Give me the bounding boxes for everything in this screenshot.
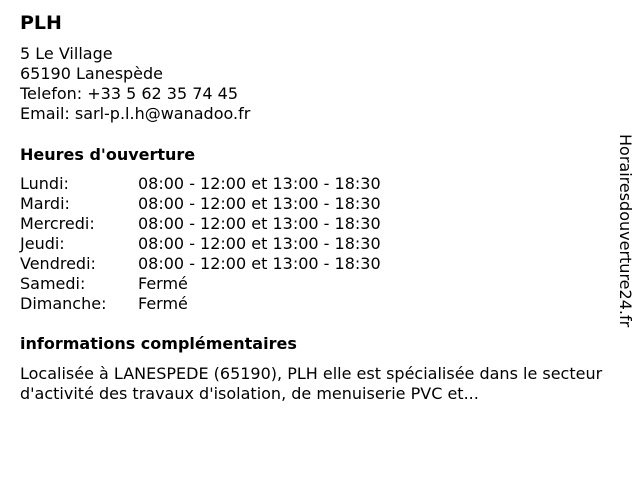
day-label: Lundi: [20,174,69,193]
hours-heading: Heures d'ouverture [20,145,196,164]
hours-table [20,174,381,314]
email-address: Email: sarl-p.l.h@wanadoo.fr [20,104,251,123]
hours-row-thursday [20,234,381,254]
time-value: 08:00 - 12:00 et 13:00 - 18:30 [138,194,381,213]
phone-number: Telefon: +33 5 62 35 74 45 [20,84,239,103]
day-label: Jeudi: [20,234,65,253]
site-watermark [612,134,636,346]
business-name: PLH [20,12,62,34]
info-description: Localisée à LANESPEDE (65190), PLH elle est spécialisée dans le secteur d'activité des travaux d'isolation, de menuiserie PVC et... [20,364,603,403]
info-heading: informations complémentaires [20,334,297,353]
address-street: 5 Le Village [20,44,113,63]
time-value: 08:00 - 12:00 et 13:00 - 18:30 [138,174,381,193]
hours-row-sunday [20,294,381,314]
hours-row-friday [20,254,381,274]
time-value: 08:00 - 12:00 et 13:00 - 18:30 [138,254,381,273]
time-value: 08:00 - 12:00 et 13:00 - 18:30 [138,234,381,253]
day-label: Vendredi: [20,254,96,273]
time-value: 08:00 - 12:00 et 13:00 - 18:30 [138,214,381,233]
hours-row-tuesday [20,194,381,214]
day-label: Dimanche: [20,294,107,313]
time-value: Fermé [138,274,188,293]
business-contact [20,44,250,124]
time-value: Fermé [138,294,188,313]
hours-row-saturday [20,274,381,294]
address-city: 65190 Lanespède [20,64,164,83]
day-label: Mardi: [20,194,70,213]
hours-row-wednesday [20,214,381,234]
watermark-text: Horairesdouverture24.fr [616,134,635,328]
day-label: Mercredi: [20,214,95,233]
hours-row-monday [20,174,381,194]
day-label: Samedi: [20,274,86,293]
